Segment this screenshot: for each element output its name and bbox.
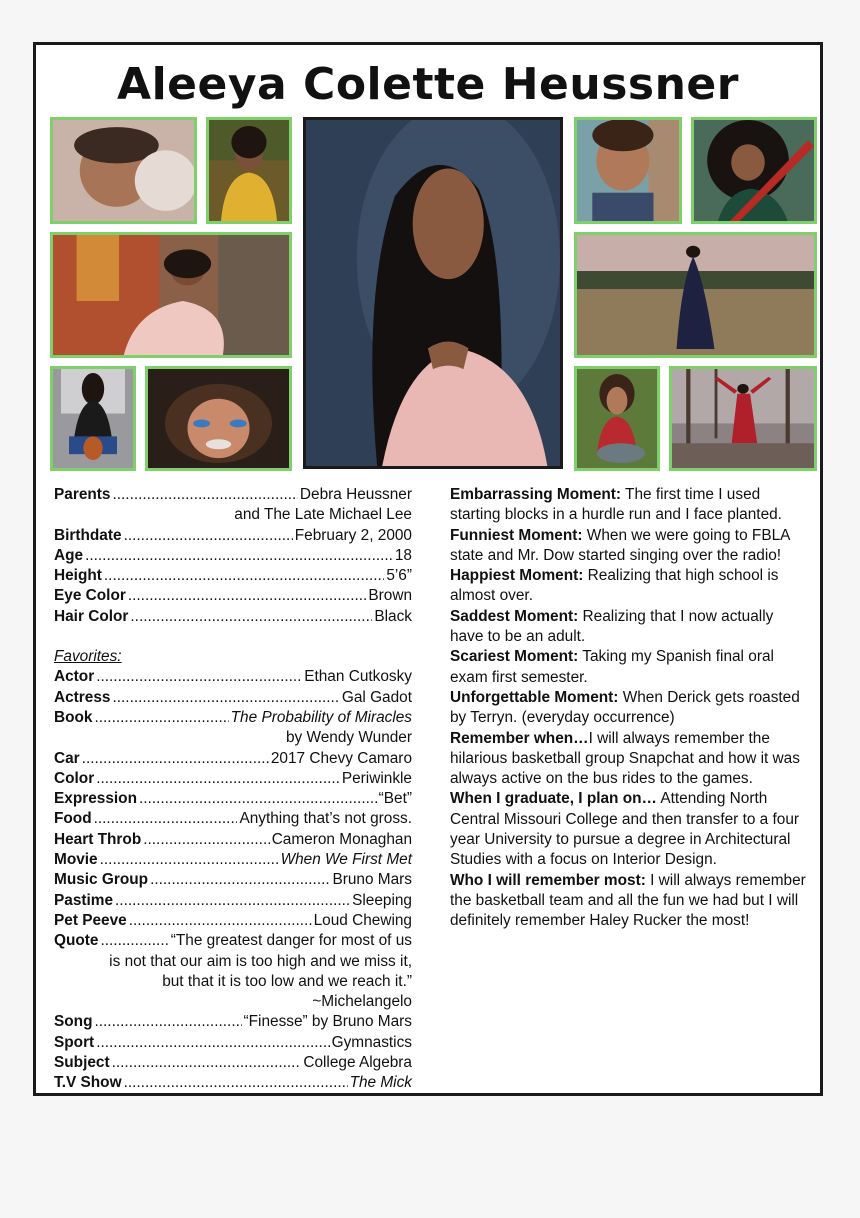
- moment-entry: [450, 729, 806, 790]
- dot-leader: [94, 1012, 241, 1032]
- dot-leader: [112, 688, 339, 708]
- field-value: Periwinkle: [341, 769, 412, 787]
- photo-autumn-tree-image: [53, 235, 289, 355]
- photo-face-paint: [145, 366, 292, 471]
- field-row: [54, 789, 412, 809]
- photo-child-smile-image: [577, 120, 679, 221]
- field-value: Loud Chewing: [313, 911, 412, 929]
- dot-leader: [94, 708, 228, 728]
- dot-leader: [100, 931, 168, 951]
- field-label: Music Group: [54, 871, 149, 889]
- dot-leader: [143, 830, 269, 850]
- moment-entry: [450, 607, 806, 648]
- field-value: When We First Met: [280, 851, 412, 869]
- moment-text: Taking my Spanish final oral exam first semester.: [450, 648, 774, 686]
- moment-entry: [450, 485, 806, 526]
- info-column: [54, 485, 412, 1094]
- field-label: Hair Color: [54, 607, 129, 625]
- favorites-heading: Favorites:: [54, 648, 122, 666]
- dot-leader: [124, 526, 293, 546]
- field-row: [54, 688, 412, 708]
- field-row: [54, 586, 412, 606]
- field-value: Sleeping: [352, 891, 412, 909]
- dot-leader: [115, 891, 350, 911]
- dot-leader: [96, 769, 340, 789]
- field-value: “Finesse” by Bruno Mars: [243, 1013, 412, 1031]
- field-value-continued: ~Michelangelo: [312, 993, 412, 1011]
- field-value: The Mick: [349, 1074, 412, 1092]
- dot-leader: [96, 667, 302, 687]
- field-label: Actor: [54, 668, 95, 686]
- field-value: 5’6”: [386, 567, 412, 585]
- field-label: Quote: [54, 932, 99, 950]
- field-label: Heart Throb: [54, 830, 142, 848]
- moment-text: I will always remember the hilarious basketball group Snapchat and how it was always active on the bus rides to the games.: [450, 729, 800, 788]
- photo-basketball: [50, 366, 136, 471]
- field-value-continued: and The Late Michael Lee: [234, 506, 412, 524]
- moments-column: [450, 485, 806, 932]
- photo-field-gown: [574, 232, 817, 358]
- moment-label: Who I will remember most:: [450, 871, 646, 889]
- moment-text: Realizing that I now actually have to be an adult.: [450, 607, 774, 646]
- field-label: Subject: [54, 1054, 110, 1072]
- dot-leader: [94, 809, 238, 829]
- field-label: Age: [54, 546, 84, 564]
- moment-text: When we were going to FBLA state and Mr. Dow started singing over the radio!: [450, 526, 790, 564]
- photo-basketball-image: [53, 369, 133, 468]
- dot-leader: [112, 485, 297, 505]
- field-label: Pastime: [54, 891, 114, 909]
- field-value: Brown: [368, 587, 412, 605]
- dot-leader: [100, 850, 279, 870]
- moment-text: Attending North Central Missouri College and then transfer to a four year University to pursue a degree in Architectural Studies with a focus on Interior Design.: [450, 790, 800, 869]
- field-row: [54, 769, 412, 789]
- field-value: 2017 Chevy Camaro: [270, 749, 412, 767]
- field-value: Debra Heussner: [299, 486, 412, 503]
- photo-child-playground-image: [577, 369, 657, 468]
- portrait-main: [303, 117, 563, 469]
- photo-autumn-tree: [50, 232, 292, 358]
- field-row: [54, 830, 412, 850]
- field-label: Parents: [54, 486, 111, 503]
- moment-entry: [450, 688, 806, 729]
- spacer: [54, 627, 412, 647]
- field-label: Food: [54, 810, 92, 828]
- yearbook-page: [33, 42, 823, 1096]
- field-label: Movie: [54, 851, 98, 869]
- field-value: Ethan Cutkosky: [304, 668, 412, 686]
- dot-leader: [139, 789, 377, 809]
- dot-leader: [82, 749, 269, 769]
- dot-leader: [85, 546, 393, 566]
- field-row: [54, 749, 412, 769]
- field-value: “Bet”: [378, 790, 412, 808]
- page-title: Aleeya Colette Heussner: [117, 59, 739, 110]
- moment-text: The first time I used starting blocks in a hurdle run and I face planted.: [450, 486, 782, 524]
- photo-child-smile: [574, 117, 682, 224]
- field-row: [54, 526, 412, 546]
- photo-winter-woods-image: [672, 369, 814, 468]
- field-label: Pet Peeve: [54, 911, 127, 929]
- field-value: “The greatest danger for most of us: [170, 932, 412, 950]
- field-label: Birthdate: [54, 526, 122, 544]
- moment-entry: [450, 566, 806, 607]
- field-value-continued: is not that our aim is too high and we miss it,: [109, 952, 412, 970]
- dot-leader: [150, 870, 330, 890]
- field-row: [54, 1033, 412, 1053]
- field-label: Actress: [54, 688, 111, 706]
- baby-photo-bath-image: [53, 120, 194, 221]
- field-row: [54, 1053, 412, 1073]
- field-value: Cameron Monaghan: [271, 830, 412, 848]
- field-value: Black: [374, 607, 412, 625]
- field-row: [54, 708, 412, 728]
- field-label: T.V Show: [54, 1074, 122, 1092]
- moment-label: Unforgettable Moment:: [450, 688, 619, 706]
- moment-entry: [450, 647, 806, 688]
- moment-text: Realizing that high school is almost over.: [450, 567, 779, 605]
- field-label: Song: [54, 1013, 93, 1031]
- photo-field-gown-image: [577, 235, 814, 355]
- dot-leader: [104, 566, 384, 586]
- moment-label: Saddest Moment:: [450, 607, 579, 625]
- moment-label: Scariest Moment:: [450, 648, 579, 666]
- photo-winter-woods: [669, 366, 817, 471]
- moment-label: Embarrassing Moment:: [450, 486, 622, 503]
- field-label: Color: [54, 769, 95, 787]
- field-label: Height: [54, 567, 102, 585]
- field-row: [54, 850, 412, 870]
- field-value: 18: [394, 546, 412, 564]
- field-value: Gal Gadot: [341, 688, 412, 706]
- dot-leader: [129, 911, 312, 931]
- dot-leader: [112, 1053, 302, 1073]
- field-value: Gymnastics: [331, 1033, 412, 1051]
- field-row: [54, 931, 412, 951]
- field-value: February 2, 2000: [294, 526, 412, 544]
- field-value: Anything that’s not gross.: [239, 810, 412, 828]
- photo-face-paint-image: [148, 369, 289, 468]
- portrait-main-image: [306, 120, 560, 466]
- field-label: Expression: [54, 790, 137, 808]
- photo-child-playground: [574, 366, 660, 471]
- dot-leader: [96, 1033, 329, 1053]
- photo-yellow-blouse: [206, 117, 292, 224]
- field-value-continued: by Wendy Wunder: [285, 729, 412, 747]
- field-row: [54, 1012, 412, 1032]
- field-row: [54, 667, 412, 687]
- moment-text: When Derick gets roasted by Terryn. (everyday occurrence): [450, 688, 800, 727]
- field-value: Bruno Mars: [332, 871, 412, 889]
- field-row: [54, 870, 412, 890]
- field-row: [54, 891, 412, 911]
- field-value: College Algebra: [303, 1054, 412, 1072]
- field-label: Eye Color: [54, 587, 126, 605]
- baby-photo-bath: [50, 117, 197, 224]
- photo-softball-bat: [691, 117, 817, 224]
- field-value: The Probability of Miracles: [230, 708, 412, 726]
- field-row: [54, 809, 412, 829]
- moment-entry: [450, 871, 806, 932]
- field-row: [54, 485, 412, 505]
- moment-label: When I graduate, I plan on…: [450, 790, 657, 808]
- dot-leader: [130, 607, 372, 627]
- dot-leader: [128, 586, 367, 606]
- moment-text: I will always remember the basketball team and all the fun we had but I will definitely remember Haley Rucker the most!: [450, 871, 806, 930]
- field-row: [54, 566, 412, 586]
- moment-entry: [450, 789, 806, 870]
- field-label: Book: [54, 708, 93, 726]
- field-row: [54, 546, 412, 566]
- dot-leader: [124, 1073, 348, 1093]
- moment-label: Funniest Moment:: [450, 526, 583, 544]
- field-label: Sport: [54, 1033, 95, 1051]
- field-label: Car: [54, 749, 80, 767]
- moment-label: Happiest Moment:: [450, 567, 584, 585]
- field-row: [54, 911, 412, 931]
- moment-entry: [450, 526, 806, 567]
- field-row: [54, 607, 412, 627]
- moment-label: Remember when…: [450, 729, 589, 747]
- photo-softball-bat-image: [694, 120, 814, 221]
- field-row: [54, 1073, 412, 1093]
- field-value-continued: but that it is too low and we reach it.”: [162, 972, 412, 990]
- photo-yellow-blouse-image: [209, 120, 289, 221]
